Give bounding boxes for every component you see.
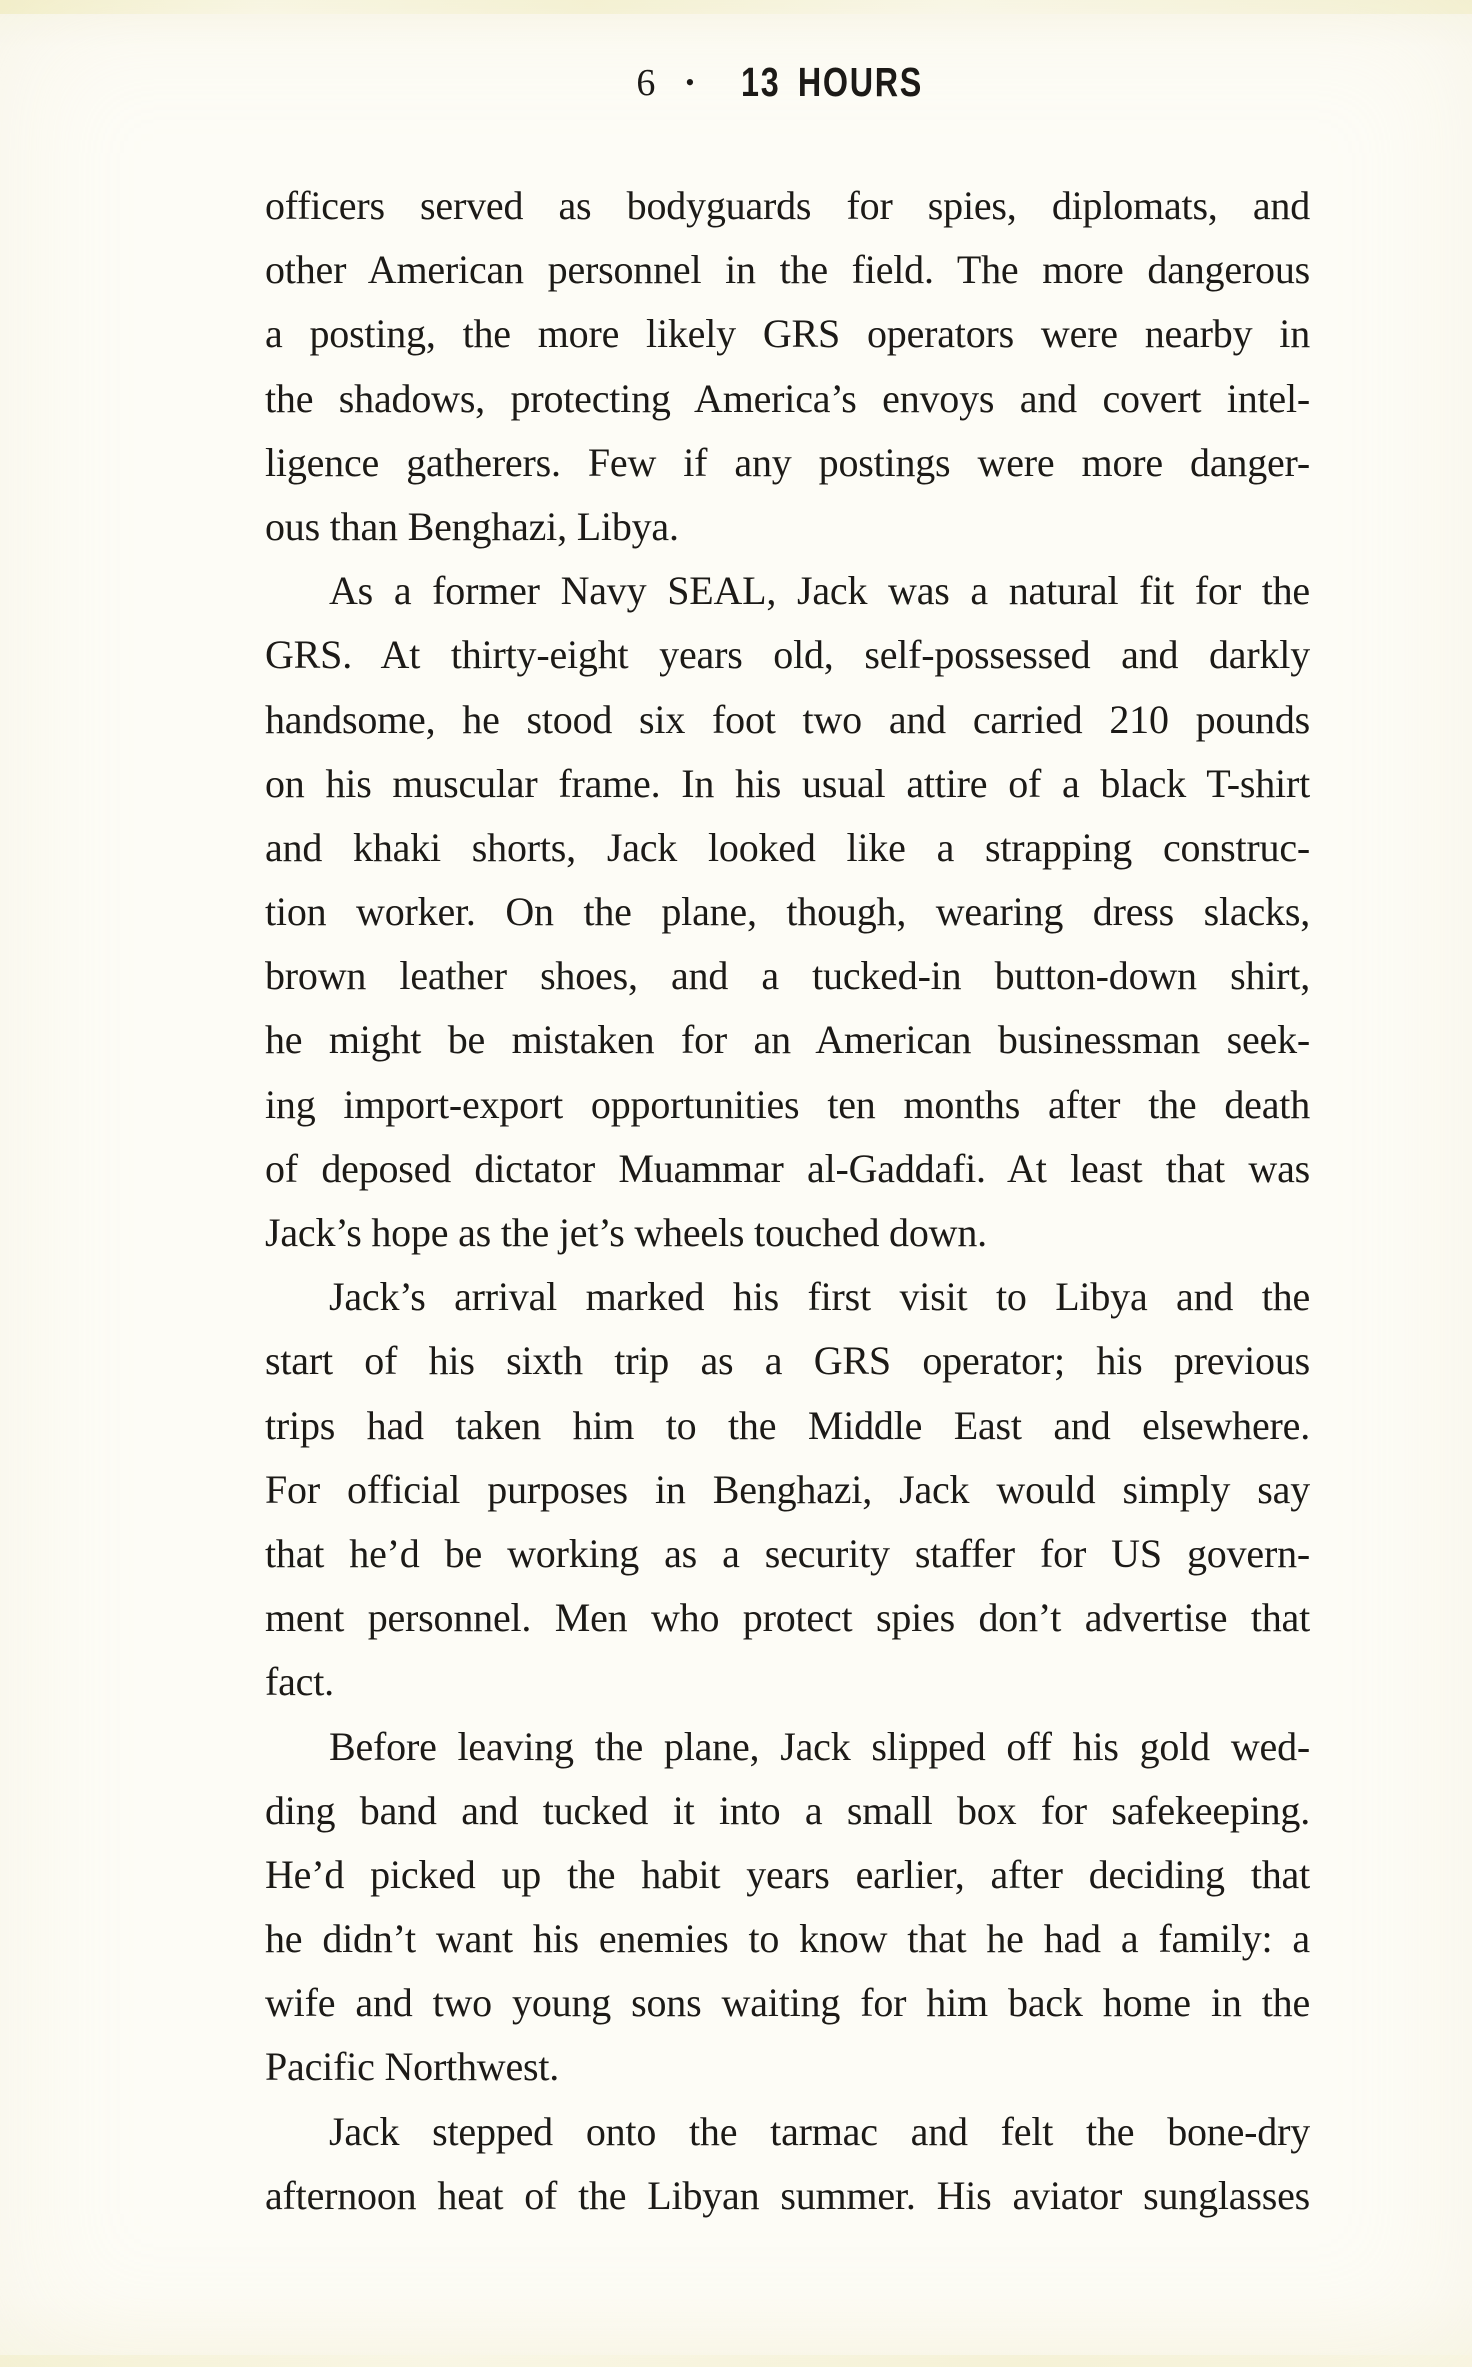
text-line: of deposed dictator Muammar al-Gaddafi. At least that was [265, 1145, 1310, 1191]
text-line: For official purposes in Benghazi, Jack would simply say [265, 1466, 1310, 1512]
text-line: fact. [265, 1659, 334, 1705]
text-line: ding band and tucked it into a small box for safekeeping. [265, 1787, 1310, 1833]
text-line: start of his sixth trip as a GRS operator; his previous [265, 1338, 1310, 1384]
text-line: GRS. At thirty-eight years old, self-possessed and darkly [265, 632, 1310, 678]
text-line: and khaki shorts, Jack looked like a strapping construc- [265, 824, 1310, 870]
text-line: on his muscular frame. In his usual attire of a black T-shirt [265, 760, 1310, 806]
text-line: afternoon heat of the Libyan summer. His aviator sunglasses [265, 2172, 1310, 2218]
text-line: handsome, he stood six foot two and carried 210 pounds [265, 696, 1310, 742]
book-title: 13 HOURS [740, 60, 923, 106]
text-line: Pacific Northwest. [265, 2044, 560, 2090]
text-line: other American personnel in the field. The more dangerous [265, 247, 1310, 293]
text-line: wife and two young sons waiting for him back home in the [265, 1980, 1310, 2026]
text-line: trips had taken him to the Middle East and elsewhere. [265, 1402, 1310, 1448]
text-line: ligence gatherers. Few if any postings were more danger- [265, 439, 1310, 485]
text-line: he didn’t want his enemies to know that he had a family: a [265, 1916, 1310, 1962]
text-line: Jack’s hope as the jet’s wheels touched down. [265, 1210, 987, 1255]
text-line: ing import-export opportunities ten months after the death [265, 1081, 1310, 1127]
text-line: ment personnel. Men who protect spies don’t advertise that [265, 1595, 1310, 1641]
text-line: a posting, the more likely GRS operators were nearby in [265, 311, 1310, 357]
text-line: that he’d be working as a security staffer for US govern- [265, 1530, 1310, 1576]
text-line: the shadows, protecting America’s envoys and covert intel- [265, 375, 1310, 421]
text-line: As a former Navy SEAL, Jack was a natural fit for the [329, 568, 1310, 614]
scan-edge-top [0, 0, 1472, 14]
text-line: He’d picked up the habit years earlier, after deciding that [265, 1851, 1310, 1897]
body-text [265, 174, 1310, 2228]
text-line: ous than Benghazi, Libya. [265, 503, 679, 549]
text-line: he might be mistaken for an American businessman seek- [265, 1017, 1310, 1063]
running-header [265, 62, 1310, 104]
scan-edge-bottom [0, 2355, 1472, 2367]
text-line: Jack stepped onto the tarmac and felt the bone-dry [329, 2108, 1310, 2154]
page-number: 6 [636, 62, 656, 104]
bullet-separator-icon: • [685, 68, 695, 97]
text-line: Jack’s arrival marked his first visit to Libya and the [329, 1274, 1310, 1320]
text-line: Before leaving the plane, Jack slipped off his gold wed- [329, 1723, 1310, 1769]
text-line: brown leather shoes, and a tucked-in button-down shirt, [265, 953, 1310, 999]
text-line: tion worker. On the plane, though, wearing dress slacks, [265, 889, 1310, 935]
text-line: officers served as bodyguards for spies, diplomats, and [265, 183, 1310, 228]
